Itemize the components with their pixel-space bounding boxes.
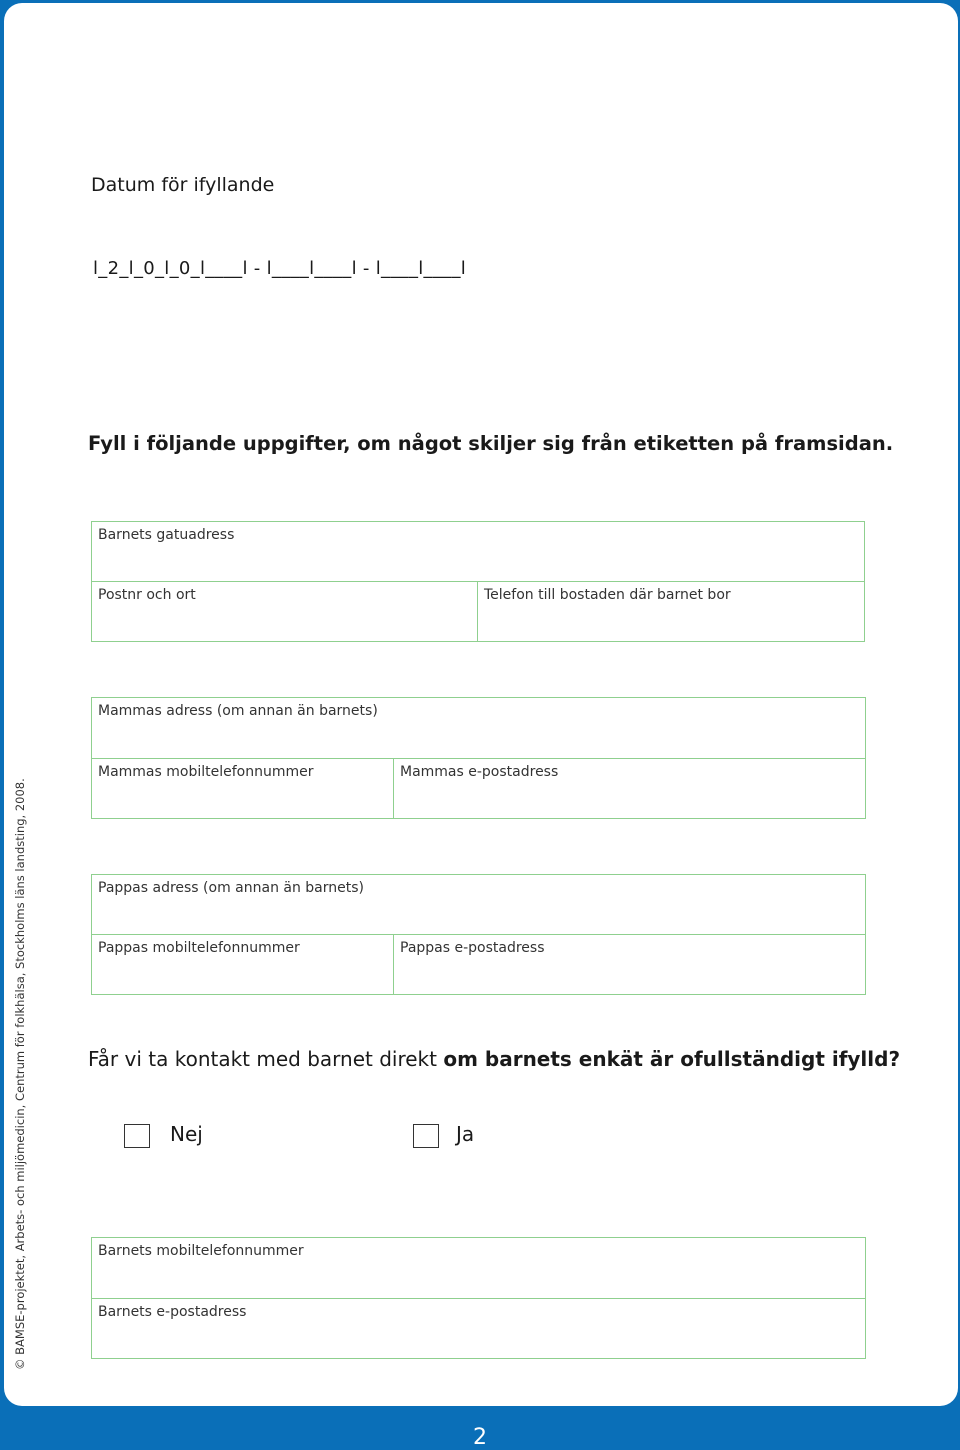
- father-mobile-field[interactable]: [91, 934, 393, 995]
- mother-email-field[interactable]: [393, 758, 866, 819]
- father-mobile-label: Pappas mobiltelefonnummer: [98, 940, 300, 956]
- mother-mobile-label: Mammas mobiltelefonnummer: [98, 764, 314, 780]
- yes-checkbox[interactable]: [413, 1124, 439, 1148]
- child-mobile-label: Barnets mobiltelefonnummer: [98, 1243, 304, 1259]
- child-postal-field[interactable]: [91, 581, 477, 642]
- mother-address-field[interactable]: [91, 697, 866, 758]
- child-postal-label: Postnr och ort: [98, 587, 196, 603]
- date-input[interactable]: l_2_l_0_l_0_l____l - l____l____l - l____l____l: [93, 258, 467, 279]
- child-email-label: Barnets e-postadress: [98, 1304, 247, 1320]
- mother-mobile-field[interactable]: [91, 758, 393, 819]
- father-address-label: Pappas adress (om annan än barnets): [98, 880, 365, 896]
- child-email-field[interactable]: [91, 1298, 866, 1359]
- date-label: Datum för ifyllande: [91, 174, 275, 196]
- father-address-field[interactable]: [91, 874, 866, 934]
- mother-address-label: Mammas adress (om annan än barnets): [98, 703, 378, 719]
- child-phone-field[interactable]: [477, 581, 865, 642]
- no-checkbox[interactable]: [124, 1124, 150, 1148]
- instruction-heading: Fyll i följande uppgifter, om något skiljer sig från etiketten på framsidan.: [88, 432, 894, 455]
- child-mobile-field[interactable]: [91, 1237, 866, 1298]
- yes-label: Ja: [456, 1122, 475, 1146]
- father-email-label: Pappas e-postadress: [400, 940, 545, 956]
- question-text: Får vi ta kontakt med barnet direkt: [88, 1047, 444, 1071]
- no-label: Nej: [170, 1122, 203, 1146]
- child-phone-label: Telefon till bostaden där barnet bor: [484, 587, 731, 603]
- father-email-field[interactable]: [393, 934, 866, 995]
- copyright-notice: © BAMSE-projektet, Arbets- och miljömedicin, Centrum för folkhälsa, Stockholms läns landsting, 2008.: [13, 778, 27, 1370]
- contact-question: [88, 1047, 900, 1071]
- mother-email-label: Mammas e-postadress: [400, 764, 559, 780]
- child-street-label: Barnets gatuadress: [98, 527, 235, 543]
- page-number: 2: [473, 1425, 487, 1450]
- child-street-field[interactable]: [91, 521, 865, 581]
- question-emphasis: om barnets enkät är ofullständigt ifylld?: [443, 1047, 901, 1071]
